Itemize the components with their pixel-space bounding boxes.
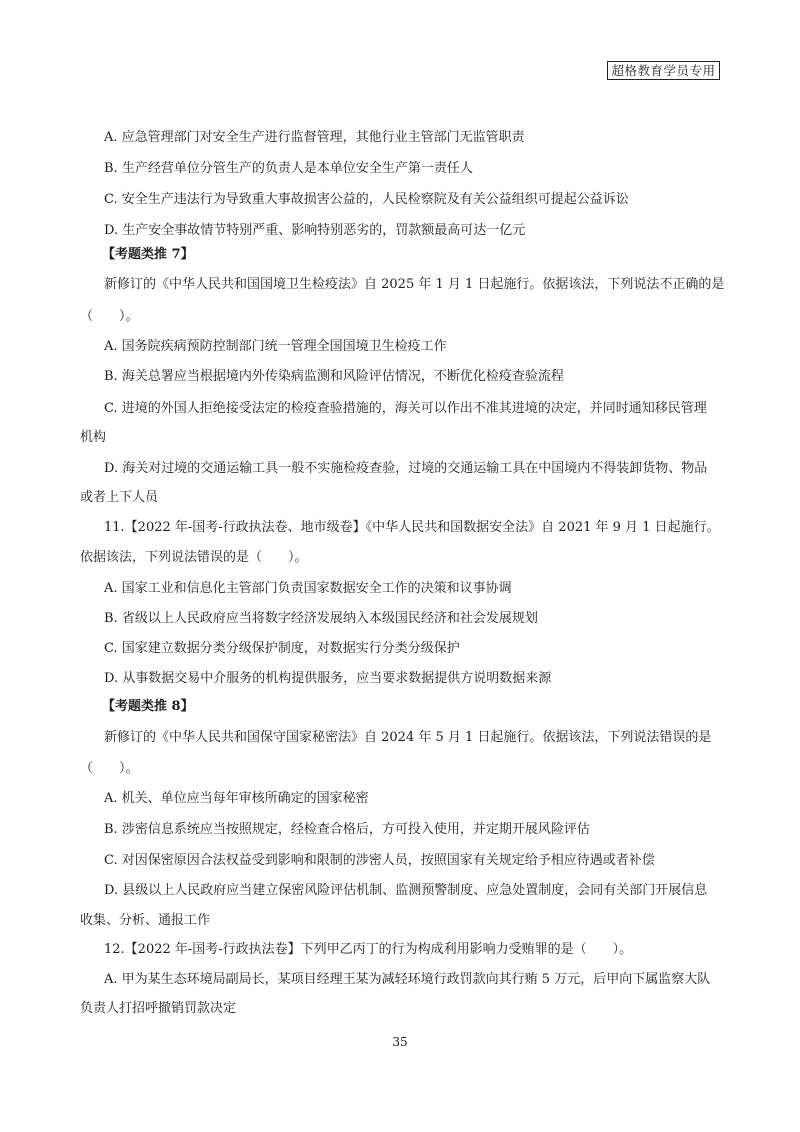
option-line: 负责人打招呼撤销罚款决定 <box>80 1001 237 1016</box>
question-text: 依据该法，下列说法错误的是（ ）。 <box>80 550 308 565</box>
option-line: 机构 <box>80 430 107 445</box>
option-line: C. 进境的外国人拒绝接受法定的检疫查验措施的，海关可以作出不准其进境的决定，并同时通知移民管理 <box>104 401 707 416</box>
option-line: 或者上下人员 <box>80 490 159 505</box>
question-text: 新修订的《中华人民共和国保守国家秘密法》自 2024 年 5 月 1 日起施行。依据该法，下列说法错误的是 <box>104 730 712 745</box>
question-text: 12.【2022 年-国考-行政执法卷】下列甲乙丙丁的行为构成利用影响力受贿罪的是（ ）。 <box>104 942 633 957</box>
question-text: （ ）。 <box>80 761 139 776</box>
option-line: D. 县级以上人民政府应当建立保密风险评估机制、监测预警制度、应急处置制度，会同有关部门开展信息 <box>104 883 708 898</box>
question-text: 新修订的《中华人民共和国国境卫生检疫法》自 2025 年 1 月 1 日起施行。依据该法，下列说法不正确的是 <box>104 277 725 292</box>
option-line: B. 生产经营单位分管生产的负责人是本单位安全生产第一责任人 <box>104 161 473 176</box>
option-line: A. 应急管理部门对安全生产进行监督管理，其他行业主管部门无监管职责 <box>104 130 525 145</box>
option-line: A. 国务院疾病预防控制部门统一管理全国国境卫生检疫工作 <box>104 339 447 354</box>
option-line: B. 涉密信息系统应当按照规定，经检查合格后，方可投入使用，并定期开展风险评估 <box>104 822 590 837</box>
option-line: C. 对因保密原因合法权益受到影响和限制的涉密人员，按照国家有关规定给予相应待遇或者补偿 <box>104 853 655 868</box>
option-line: 收集、分析、通报工作 <box>80 913 211 928</box>
watermark-badge: 超格教育学员专用 <box>607 61 720 80</box>
option-line: B. 海关总署应当根据境内外传染病监测和风险评估情况，不断优化检疫查验流程 <box>104 369 564 384</box>
option-line: A. 机关、单位应当每年审核所确定的国家秘密 <box>104 791 369 806</box>
option-line: C. 安全生产违法行为导致重大事故损害公益的，人民检察院及有关公益组织可提起公益诉讼 <box>104 192 629 207</box>
question-text: （ ）。 <box>80 309 139 324</box>
option-line: D. 海关对过境的交通运输工具一般不实施检疫查验，过境的交通运输工具在中国境内不得装卸货物、物品 <box>104 461 708 476</box>
option-line: A. 国家工业和信息化主管部门负责国家数据安全工作的决策和议事协调 <box>104 581 512 596</box>
option-line: C. 国家建立数据分类分级保护制度，对数据实行分类分级保护 <box>104 641 460 656</box>
option-line: D. 生产安全事故情节特别严重、影响特别恶劣的，罚款额最高可达一亿元 <box>104 223 526 238</box>
option-line: D. 从事数据交易中介服务的机构提供服务，应当要求数据提供方说明数据来源 <box>104 671 552 686</box>
option-line: A. 甲为某生态环境局副局长，某项目经理王某为减轻环境行政罚款向其行贿 5 万元，后甲向下属监察大队 <box>104 972 711 987</box>
page-number: 35 <box>392 1035 408 1049</box>
option-line: B. 省级以上人民政府应当将数字经济发展纳入本级国民经济和社会发展规划 <box>104 611 538 626</box>
question-text: 11.【2022 年-国考-行政执法卷、地市级卷】《中华人民共和国数据安全法》自 2021 年 9 月 1 日起施行。 <box>104 520 720 535</box>
section-heading: 【考题类推 7】 <box>102 247 194 262</box>
section-heading: 【考题类推 8】 <box>102 699 194 714</box>
